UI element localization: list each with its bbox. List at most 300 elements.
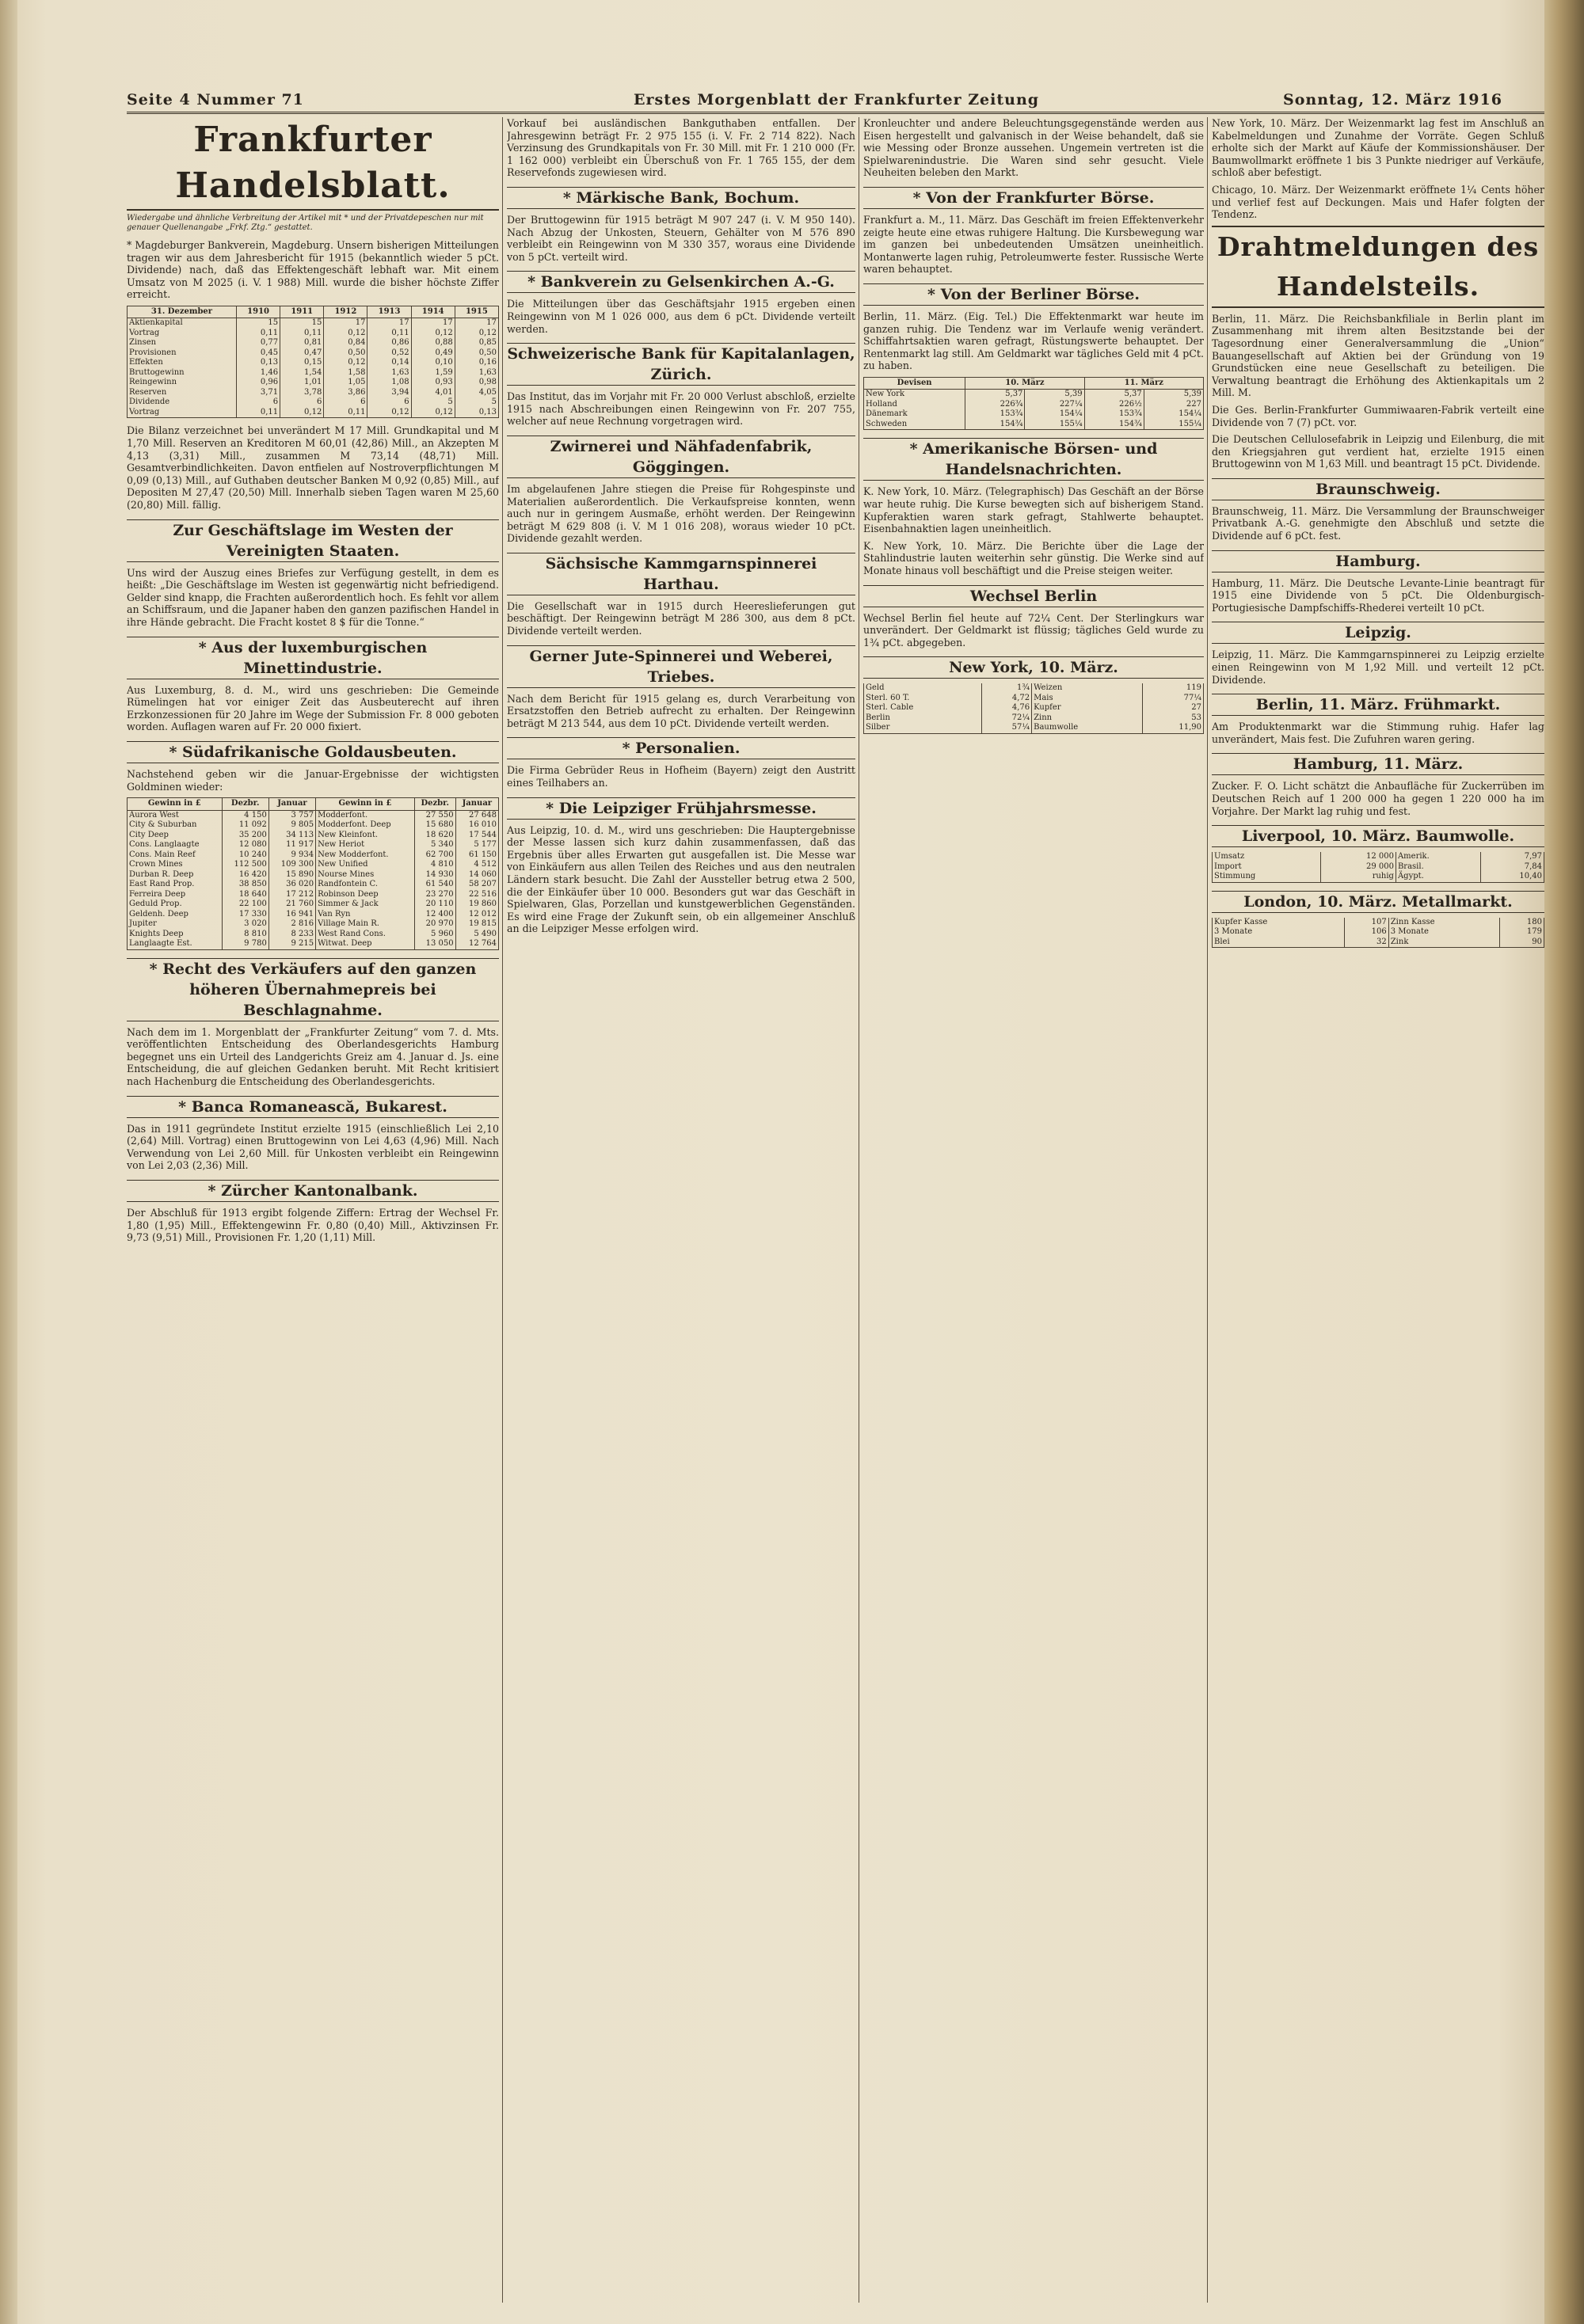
article: Die Deutschen Cellulosefabrik in Leipzig und Eilenburg, die mit den Kriegsjahren gut verdient hat, erzielte 1915 einen Bruttogewinn von M 1,63 Mill. und beantragt 15 pCt. Dividende. [1212, 433, 1544, 470]
table-cell: 11,90 [1143, 723, 1204, 733]
table-cell: Brasil. [1396, 862, 1480, 873]
table-cell: Provisionen [128, 348, 237, 359]
table-cell: 4 810 [414, 860, 455, 870]
article-heading: Hamburg. [1212, 550, 1544, 572]
table-cell: 8 810 [222, 930, 268, 940]
table-row [1213, 852, 1544, 862]
article-heading: * Amerikanische Börsen- und Handelsnachrichten. [863, 438, 1204, 481]
table-cell: Kupfer Kasse [1213, 918, 1345, 928]
table-cell: 12 400 [414, 910, 455, 920]
article-heading: Berlin, 11. März. Frühmarkt. [1212, 694, 1544, 716]
column-2 [507, 117, 855, 2303]
article-heading: * Recht des Verkäufers auf den ganzen höheren Übernahmepreis bei Beschlagnahme. [127, 958, 499, 1021]
table-cell: 12 000 [1320, 852, 1396, 862]
table-cell: West Rand Cons. [316, 930, 415, 940]
table-cell: Witwat. Deep [316, 939, 415, 949]
table-header-cell: Devisen [864, 377, 965, 390]
article: Berlin, 11. März. (Eig. Tel.) Die Effektenmarkt war heute im ganzen ruhig. Die Tendenz war im Verlaufe wenig verändert. Schiffahrtsaktien waren gefragt, Rüstungswerte behauptet. Der Rentenmarkt lag still. Am Geldmarkt war tägliches Geld mit 4 pCt. zu haben. [863, 310, 1204, 372]
table-cell: Import [1213, 862, 1321, 873]
table-cell: 27 648 [455, 810, 498, 820]
table-cell: 226½ [1084, 400, 1144, 410]
table-cell: 5 960 [414, 930, 455, 940]
table-cell: 19 860 [455, 900, 498, 910]
table-cell: 154¾ [965, 420, 1025, 430]
table-cell: 17 [367, 318, 411, 329]
table-cell: Vortrag [128, 329, 237, 339]
table-cell: 16 941 [268, 910, 315, 920]
table-row [128, 378, 499, 388]
article-heading: * Von der Berliner Börse. [863, 283, 1204, 306]
article: Braunschweig, 11. März. Die Versammlung der Braunschweiger Privatbank A.-G. genehmigte den Abschluß und setzte die Dividende auf 6 pCt. fest. [1212, 504, 1544, 542]
table-cell: Cons. Main Reef [128, 850, 223, 861]
table-row [128, 329, 499, 339]
article-heading: * Von der Frankfurter Börse. [863, 187, 1204, 209]
table-cell: 17 [455, 318, 498, 329]
table-cell: 17 [411, 318, 455, 329]
table-cell: 22 100 [222, 900, 268, 910]
liverpool-cotton-table [1212, 852, 1544, 883]
table-row [128, 358, 499, 368]
column-rule [1207, 117, 1208, 2303]
table-cell: 58 207 [455, 880, 498, 890]
table-cell: Geldenh. Deep [128, 910, 223, 920]
table-header-cell: 1913 [367, 306, 411, 318]
table-cell: 14 060 [455, 870, 498, 881]
article: Im abgelaufenen Jahre stiegen die Preise für Rohgespinste und Materialien außerordentlich. Die Verkaufspreise konnten, wenn auch nur in geringem Ausmaße, erhöht werden. Der Reingewinn beträgt M 629 808 (i. V. M 1 016 208), woraus wieder 10 pCt. Dividende gezahlt werden. [507, 482, 855, 545]
table-cell: 5 340 [414, 840, 455, 850]
table-cell: 0,12 [367, 408, 411, 418]
article: Die Ges. Berlin-Frankfurter Gummiwaaren-Fabrik verteilt eine Dividende von 7 (7) pCt. vor. [1212, 403, 1544, 428]
table-cell: 90 [1500, 938, 1544, 948]
column-3 [863, 117, 1204, 2303]
article-heading: * Südafrikanische Goldausbeuten. [127, 741, 499, 763]
table-header-cell: Gewinn in £ [128, 798, 223, 811]
article: K. New York, 10. März. (Telegraphisch) Das Geschäft an der Börse war heute ruhig. Die Kurse bewegten sich auf bisherigem Stand. Kupferaktien waren stark gefragt, Stahlwerte behauptet. Eisenbahnaktien lagen uneinheitlich. [863, 485, 1204, 535]
table-cell: 32 [1345, 938, 1389, 948]
table-cell: Zinn [1032, 713, 1143, 724]
table-cell: 1,08 [367, 378, 411, 388]
masthead [127, 91, 1544, 114]
table-body [864, 683, 1204, 733]
table-header-cell: Januar [455, 798, 498, 811]
table-cell: Zinsen [128, 338, 237, 348]
table-body [1213, 918, 1544, 948]
table-cell: New York [864, 390, 965, 400]
table-header-cell: Gewinn in £ [316, 798, 415, 811]
table-cell: 53 [1143, 713, 1204, 724]
table-header-row [128, 798, 499, 811]
table-cell: 1,63 [455, 368, 498, 378]
table-cell: 62 700 [414, 850, 455, 861]
table-cell: 12 012 [455, 910, 498, 920]
table-cell: 0,16 [455, 358, 498, 368]
table-row [128, 860, 499, 870]
table-cell: 154¼ [1025, 409, 1084, 420]
section-title: Drahtmeldungen des Handelsteils. [1212, 226, 1544, 308]
table-cell: 0,85 [455, 338, 498, 348]
article: K. New York, 10. März. Die Berichte über die Lage der Stahlindustrie lauten weiterhin sehr günstig. Die Werke sind auf Monate hinaus voll beschäftigt und die Preise steigen weiter. [863, 539, 1204, 576]
article: Das Institut, das im Vorjahr mit Fr. 20 000 Verlust abschloß, erzielte 1915 nach Abschreibungen einen Reingewinn von Fr. 207 755, welcher auf neue Rechnung vorgetragen wird. [507, 390, 855, 428]
table-cell: City & Suburban [128, 820, 223, 831]
table-cell: 154¼ [1144, 409, 1203, 420]
table-cell: 9 780 [222, 939, 268, 949]
table-cell: Knights Deep [128, 930, 223, 940]
table-cell: 0,50 [455, 348, 498, 359]
table-cell: 226¾ [965, 400, 1025, 410]
table-cell: 1¾ [982, 683, 1032, 694]
table-cell: 20 110 [414, 900, 455, 910]
table-cell: 34 113 [268, 831, 315, 841]
table-cell: 0,49 [411, 348, 455, 359]
table-cell: Aktienkapital [128, 318, 237, 329]
table-cell: Aurora West [128, 810, 223, 820]
table-row [128, 840, 499, 850]
table-cell: 16 420 [222, 870, 268, 881]
table-row [1213, 862, 1544, 873]
article-heading: * Personalien. [507, 737, 855, 759]
article: Nach dem im 1. Morgenblatt der „Frankfurter Zeitung“ vom 7. d. Mts. veröffentlichten Entscheidung des Oberlandesgerichts Hamburg begegnet uns ein Urteil des Landgerichts Greiz am 4. Januar d. Js. eine Entscheidung, die auf gleichen Gedanken beruht. Mit Recht kritisiert nach Hachenburg die Entscheidung des Oberlandesgerichts. [127, 1025, 499, 1088]
table-cell: 38 850 [222, 880, 268, 890]
table-cell: 3,94 [367, 388, 411, 398]
article: Chicago, 10. März. Der Weizenmarkt eröffnete 1¼ Cents höher und verlief fest auf Deckungen. Mais und Hafer folgten der Tendenz. [1212, 183, 1544, 221]
table-cell: 16 010 [455, 820, 498, 831]
table-cell: Modderfont. Deep [316, 820, 415, 831]
table-cell: 1,05 [324, 378, 367, 388]
article: Der Bruttogewinn für 1915 beträgt M 907 247 (i. V. M 950 140). Nach Abzug der Unkosten, Steuern, Gehälter von M 576 890 verbleibt ein Reingewinn von M 330 357, woraus eine Dividende von 5 pCt. verteilt wird. [507, 213, 855, 263]
table-row [128, 939, 499, 949]
table-cell: Schweden [864, 420, 965, 430]
article-heading: * Märkische Bank, Bochum. [507, 187, 855, 209]
table-row [864, 723, 1204, 733]
table-cell: Mais [1032, 694, 1143, 704]
table-cell: Village Main R. [316, 919, 415, 930]
table-cell: 36 020 [268, 880, 315, 890]
table-cell: 21 760 [268, 900, 315, 910]
table-row [128, 890, 499, 900]
table-row [128, 368, 499, 378]
table-header-row [128, 306, 499, 318]
table-row [864, 409, 1204, 420]
table-cell: 3 Monate [1213, 927, 1345, 938]
table-cell: Baumwolle [1032, 723, 1143, 733]
reprint-note: Wiedergabe und ähnliche Verbreitung der Artikel mit * und der Privatdepeschen nur mit genauer Quellenangabe „Frkf. Ztg.“ gestattet. [127, 214, 484, 232]
table-row [128, 318, 499, 329]
table-cell: 0,15 [280, 358, 324, 368]
table-cell: 11 092 [222, 820, 268, 831]
table-cell: 9 805 [268, 820, 315, 831]
table-cell: 57¼ [982, 723, 1032, 733]
table-cell: Nourse Mines [316, 870, 415, 881]
article-heading: Gerner Jute-Spinnerei und Weberei, Triebes. [507, 645, 855, 688]
table-cell: 17 330 [222, 910, 268, 920]
article: Die Firma Gebrüder Reus in Hofheim (Bayern) zeigt den Austritt eines Teilhabers an. [507, 764, 855, 789]
table-cell: 6 [324, 397, 367, 408]
column-4 [1212, 117, 1544, 2303]
table-cell: 17 212 [268, 890, 315, 900]
article-heading: Hamburg, 11. März. [1212, 753, 1544, 775]
table-row [864, 713, 1204, 724]
gold-mines-table [127, 797, 499, 950]
table-cell: 6 [367, 397, 411, 408]
table-cell: 0,77 [237, 338, 280, 348]
table-row [128, 831, 499, 841]
table-body [128, 810, 499, 949]
table-cell: 155¼ [1144, 420, 1203, 430]
table-row [1213, 938, 1544, 948]
article-heading: Liverpool, 10. März. Baumwolle. [1212, 825, 1544, 847]
table-cell: 0,13 [455, 408, 498, 418]
table-cell: 0,12 [455, 329, 498, 339]
table-cell: 1,46 [237, 368, 280, 378]
bank-statistics-table [127, 306, 499, 419]
table-row [128, 880, 499, 890]
table-cell: Modderfont. [316, 810, 415, 820]
table-row [864, 694, 1204, 704]
table-row [128, 820, 499, 831]
table-cell: 12 080 [222, 840, 268, 850]
table-cell: Effekten [128, 358, 237, 368]
table-cell: 15 [280, 318, 324, 329]
table-cell: 8 233 [268, 930, 315, 940]
article-heading: Zwirnerei und Nähfadenfabrik, Göggingen. [507, 436, 855, 478]
table-header-cell: 11. März [1084, 377, 1203, 390]
table-cell: 4 512 [455, 860, 498, 870]
table-cell: 5 177 [455, 840, 498, 850]
article: Nach dem Bericht für 1915 gelang es, durch Verarbeitung von Ersatzstoffen den Betrieb aufrecht zu erhalten. Der Reingewinn beträgt M 213 544, aus dem 10 pCt. Dividende verteilt werden. [507, 692, 855, 729]
table-cell: 0,52 [367, 348, 411, 359]
table-cell: 10 240 [222, 850, 268, 861]
article: Nachstehend geben wir die Januar-Ergebnisse der wichtigsten Goldminen wieder: [127, 767, 499, 793]
table-cell: City Deep [128, 831, 223, 841]
article-heading: Zur Geschäftslage im Westen der Vereinigten Staaten. [127, 519, 499, 562]
table-cell: 3,78 [280, 388, 324, 398]
table-cell: 0,12 [411, 329, 455, 339]
london-metals-table [1212, 918, 1544, 949]
table-row [864, 420, 1204, 430]
table-cell: 1,63 [367, 368, 411, 378]
table-row [128, 919, 499, 930]
table-cell: 17 544 [455, 831, 498, 841]
table-cell: Silber [864, 723, 982, 733]
article-heading: * Aus der luxemburgischen Minettindustrie. [127, 637, 499, 679]
table-cell: 0,11 [280, 329, 324, 339]
article: Wechsel Berlin fiel heute auf 72¼ Cent. Der Sterlingkurs war unverändert. Der Geldmarkt ist flüssig; tägliches Geld wurde zu 1¾ pCt. abgegeben. [863, 611, 1204, 649]
table-cell: 106 [1345, 927, 1389, 938]
article: Die Bilanz verzeichnet bei unverändert M 17 Mill. Grundkapital und M 1,70 Mill. Reserven an Kreditoren M 60,01 (42,86) Mill., an Akzepten M 4,13 (3,31) Mill., zusammen M 73,14 (48,71) Mill. Gesamtverbindlichkeiten. Davon entfielen auf Nostroverpflichtungen M 0,09 (0,13) Mill., auf Guthaben deutscher Banken M 0,92 (0,85) Mill., auf Depositen M 27,47 (20,50) Mill. Innerhalb sieben Tagen waren M 25,60 (20,80) Mill. fällig. [127, 424, 499, 512]
table-cell: 0,84 [324, 338, 367, 348]
table-cell: Blei [1213, 938, 1345, 948]
new-york-quotes-table [863, 683, 1204, 734]
article: Am Produktenmarkt war die Stimmung ruhig. Hafer lag unverändert, Mais fest. Die Zufuhren waren gering. [1212, 721, 1544, 745]
table-row [864, 400, 1204, 410]
table-cell: 5,37 [1084, 390, 1144, 400]
article: Zucker. F. O. Licht schätzt die Anbaufläche für Zuckerrüben im Deutschen Reich auf 1 200 000 ha gegen 1 220 000 ha im Vorjahre. Der Markt lag ruhig und fest. [1212, 780, 1544, 817]
table-cell: 109 300 [268, 860, 315, 870]
table-cell: 3 757 [268, 810, 315, 820]
table-cell: 17 [324, 318, 367, 329]
table-cell: 4,76 [982, 703, 1032, 713]
table-row [1213, 927, 1544, 938]
table-cell: 18 640 [222, 890, 268, 900]
table-row [128, 810, 499, 820]
table-cell: 179 [1500, 927, 1544, 938]
article: Uns wird der Auszug eines Briefes zur Verfügung gestellt, in dem es heißt: „Die Geschäftslage im Westen ist gegenwärtig nicht befriedigend. Gelder sind knapp, die Frachten außerordentlich hoch. Es fehlt vor allem an Schiffsraum, und die Japaner haben den ganzen pazifischen Handel in ihre Hände gebracht. Die Fracht kostet 8 $ für die Tonne.“ [127, 566, 499, 628]
table-cell: 155¼ [1025, 420, 1084, 430]
table-row [1213, 872, 1544, 882]
table-row [128, 910, 499, 920]
table-row [864, 390, 1204, 400]
table-cell: 153¾ [965, 409, 1025, 420]
article: Hamburg, 11. März. Die Deutsche Levante-Linie beantragt für 1915 eine Dividende von 5 pCt. Die Oldenburgisch-Portugiesische Dampfschiffs-Rhederei verteilt 10 pCt. [1212, 576, 1544, 614]
article: Frankfurt a. M., 11. März. Das Geschäft im freien Effektenverkehr zeigte heute eine etwas ruhigere Haltung. Die Kursbewegung war im ganzen bei unbedeutenden Umsätzen uneinheitlich. Montanwerte lagen ruhig, Petroleumwerte fester. Russische Werte waren behauptet. [863, 213, 1204, 276]
table-row [1213, 918, 1544, 928]
article-heading: * Zürcher Kantonalbank. [127, 1180, 499, 1202]
article-heading: Braunschweig. [1212, 478, 1544, 500]
table-cell: 5 [455, 397, 498, 408]
table-cell: Geld [864, 683, 982, 694]
table-cell: 3,86 [324, 388, 367, 398]
table-cell: 227¼ [1025, 400, 1084, 410]
table-cell: 29 000 [1320, 862, 1396, 873]
table-cell: 22 516 [455, 890, 498, 900]
article: Die Mitteilungen über das Geschäftsjahr 1915 ergeben einen Reingewinn von M 1 026 000, aus dem 6 pCt. Dividende verteilt werden. [507, 298, 855, 335]
table-cell: 4 150 [222, 810, 268, 820]
table-cell: Sterl. Cable [864, 703, 982, 713]
table-row [864, 683, 1204, 694]
article: Leipzig, 11. März. Die Kammgarnspinnerei zu Leipzig erzielte einen Reingewinn von M 1,92 Mill. und verteilt 12 pCt. Dividende. [1212, 649, 1544, 686]
table-cell: 119 [1143, 683, 1204, 694]
exchange-rates-table [863, 377, 1204, 431]
table-cell: 0,88 [411, 338, 455, 348]
column-1 [127, 117, 499, 2303]
table-header-row [864, 377, 1204, 390]
table-header-cell: 1914 [411, 306, 455, 318]
table-cell: 27 [1143, 703, 1204, 713]
table-cell: 3 020 [222, 919, 268, 930]
table-cell: 0,13 [237, 358, 280, 368]
table-cell: 3,71 [237, 388, 280, 398]
article-heading: Sächsische Kammgarnspinnerei Harthau. [507, 553, 855, 595]
table-cell: 15 680 [414, 820, 455, 831]
table-cell: New Modderfont. [316, 850, 415, 861]
table-cell: Stimmung [1213, 872, 1321, 882]
table-cell: 9 215 [268, 939, 315, 949]
table-cell: 4,01 [411, 388, 455, 398]
page-number: Seite 4 Nummer 71 [127, 91, 304, 108]
table-cell: New Heriot [316, 840, 415, 850]
page-edge [1544, 0, 1584, 2324]
article: Berlin, 11. März. Die Reichsbankfiliale in Berlin plant im Zusammenhang mit ihrem alten Besitzstande bei der Tagesordnung einer Generalversammlung die „Union“ Bauangesellschaft auf Aktien bei der Gründung von 19 Grundstücken eine neue Gesellschaft zu beteiligen. Die Verwaltung beantragt die Erhöhung des Aktienkapitals um 2 Mill. M. [1212, 312, 1544, 399]
article: Das in 1911 gegründete Institut erzielte 1915 (einschließlich Lei 2,10 (2,64) Mill. Vortrag) einen Bruttogewinn von Lei 4,63 (4,96) Mill. Nach Verwendung von Lei 2,60 Mill. für Unkosten verbleibt ein Reingewinn von Lei 2,03 (2,36) Mill. [127, 1122, 499, 1172]
table-cell: Holland [864, 400, 965, 410]
newspaper-name: Erstes Morgenblatt der Frankfurter Zeitung [634, 91, 1040, 108]
table-cell: 23 270 [414, 890, 455, 900]
table-cell: 11 917 [268, 840, 315, 850]
table-header-cell: 10. März [965, 377, 1084, 390]
table-cell: 112 500 [222, 860, 268, 870]
table-row [128, 388, 499, 398]
table-cell: 0,12 [324, 329, 367, 339]
table-cell: 61 150 [455, 850, 498, 861]
table-header-cell: 1915 [455, 306, 498, 318]
table-cell: 0,86 [367, 338, 411, 348]
table-cell: 27 550 [414, 810, 455, 820]
table-cell: 19 815 [455, 919, 498, 930]
section-title: Frankfurter Handelsblatt. [127, 117, 499, 211]
table-cell: Zink [1388, 938, 1500, 948]
table-cell: 0,96 [237, 378, 280, 388]
article-heading: Wechsel Berlin [863, 585, 1204, 607]
table-cell: Reingewinn [128, 378, 237, 388]
table-cell: 2 816 [268, 919, 315, 930]
table-cell: 107 [1345, 918, 1389, 928]
table-cell: 20 970 [414, 919, 455, 930]
table-cell: 0,14 [367, 358, 411, 368]
table-cell: 0,50 [324, 348, 367, 359]
table-cell: 1,54 [280, 368, 324, 378]
table-cell: 1,59 [411, 368, 455, 378]
table-cell: 72¼ [982, 713, 1032, 724]
table-cell: 1,01 [280, 378, 324, 388]
table-cell: 12 764 [455, 939, 498, 949]
article-heading: * Bankverein zu Gelsenkirchen A.-G. [507, 271, 855, 293]
table-row [864, 703, 1204, 713]
table-cell: 35 200 [222, 831, 268, 841]
table-cell: Dänemark [864, 409, 965, 420]
table-cell: 0,11 [237, 408, 280, 418]
table-cell: 9 934 [268, 850, 315, 861]
table-row [128, 338, 499, 348]
table-cell: 0,12 [280, 408, 324, 418]
table-cell: Vortrag [128, 408, 237, 418]
table-cell: 154¾ [1084, 420, 1144, 430]
table-cell: ruhig [1320, 872, 1396, 882]
table-cell: 15 890 [268, 870, 315, 881]
article-heading: New York, 10. März. [863, 656, 1204, 679]
table-cell: 14 930 [414, 870, 455, 881]
table-cell: 0,11 [324, 408, 367, 418]
table-cell: 0,12 [411, 408, 455, 418]
table-row [128, 930, 499, 940]
table-cell: 18 620 [414, 831, 455, 841]
article: Die Gesellschaft war in 1915 durch Heereslieferungen gut beschäftigt. Der Reingewinn beträgt M 286 300, aus dem 8 pCt. Dividende verteilt werden. [507, 599, 855, 637]
table-cell: Sterl. 60 T. [864, 694, 982, 704]
table-cell: 15 [237, 318, 280, 329]
table-cell: Crown Mines [128, 860, 223, 870]
table-header-cell: 1911 [280, 306, 324, 318]
table-cell: Durban R. Deep [128, 870, 223, 881]
table-cell: Jupiter [128, 919, 223, 930]
table-cell: 5 490 [455, 930, 498, 940]
table-cell: 1,58 [324, 368, 367, 378]
table-cell: Berlin [864, 713, 982, 724]
table-cell: 0,11 [237, 329, 280, 339]
table-header-cell: 1912 [324, 306, 367, 318]
table-cell: Umsatz [1213, 852, 1321, 862]
table-cell: 0,45 [237, 348, 280, 359]
table-cell: 7,84 [1480, 862, 1544, 873]
article: * Magdeburger Bankverein, Magdeburg. Unsern bisherigen Mitteilungen tragen wir aus dem Jahresbericht für 1915 (bekanntlich wieder 5 pCt. Dividende) nach, daß das Effektengeschäft lebhaft war. Mit einem Umsatz von M 2025 (i. V. 1 988) Mill. wurde die bisher höchste Ziffer erreicht. [127, 239, 499, 301]
article-heading: * Banca Romanească, Bukarest. [127, 1096, 499, 1118]
table-cell: Van Ryn [316, 910, 415, 920]
table-cell: 0,93 [411, 378, 455, 388]
table-cell: 180 [1500, 918, 1544, 928]
table-cell: New Kleinfont. [316, 831, 415, 841]
table-cell: 6 [280, 397, 324, 408]
table-header-cell: 1910 [237, 306, 280, 318]
table-cell: 13 050 [414, 939, 455, 949]
table-cell: Langlaagte Est. [128, 939, 223, 949]
